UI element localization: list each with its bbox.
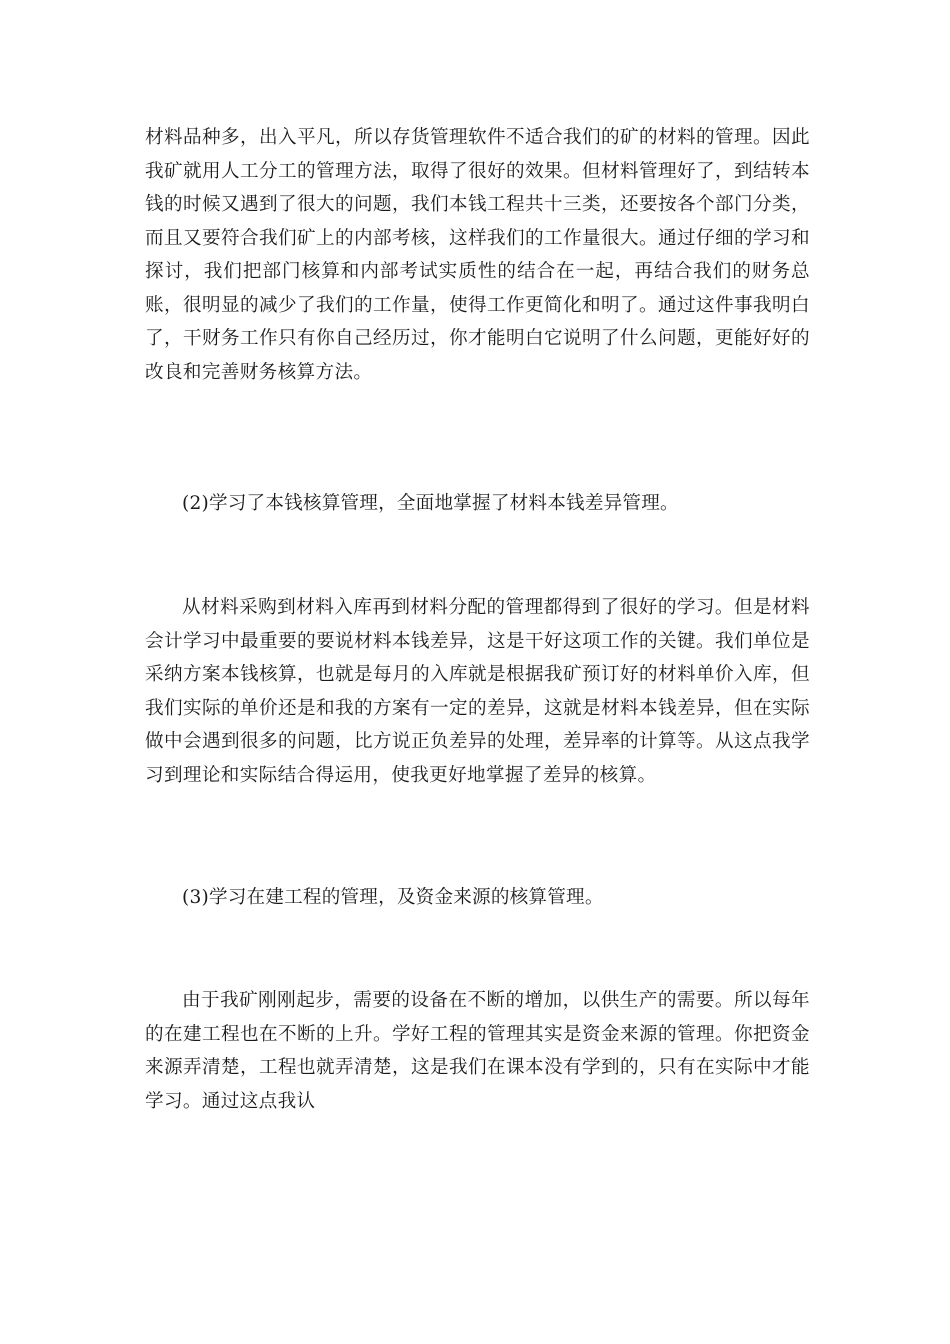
paragraph-cost-variance: 从材料采购到材料入库再到材料分配的管理都得到了很好的学习。但是材料会计学习中最重要的要说材料本钱差异，这是干好这项工作的关键。我们单位是采纳方案本钱核算，也就是每月的入库就是根据我矿预订好的材料单价入库，但我们实际的单价还是和我的方案有一定的差异，这就是材料本钱差异，但在实际做中会遇到很多的问题，比方说正负差异的处理，差异率的计算等。从这点我学习到理论和实际结合得运用，使我更好地掌握了差异的核算。 bbox=[145, 597, 810, 786]
paragraph-material-management: 材料品种多，出入平凡，所以存货管理软件不适合我们的矿的材料的管理。因此我矿就用人工分工的管理方法，取得了很好的效果。但材料管理好了，到结转本钱的时候又遇到了很大的问题，我们本钱工程共十三类，还要按各个部门分类，而且又要符合我们矿上的内部考核，这样我们的工作量很大。通过仔细的学习和探讨，我们把部门核算和内部考试实质性的结合在一起，再结合我们的财务总账，很明显的减少了我们的工作量，使得工作更简化和明了。通过这件事我明白了，干财务工作只有你自己经历过，你才能明白它说明了什么问题，更能好好的改良和完善财务核算方法。 bbox=[145, 127, 810, 383]
paragraph-construction-funding: 由于我矿刚刚起步，需要的设备在不断的增加，以供生产的需要。所以每年的在建工程也在不断的上升。学好工程的管理其实是资金来源的管理。你把资金来源弄清楚，工程也就弄清楚，这是我们在课本没有学到的，只有在实际中才能学习。通过这点我认 bbox=[145, 990, 810, 1112]
section-heading-construction-in-progress: (3)学习在建工程的管理，及资金来源的核算管理。 bbox=[182, 887, 604, 908]
section-heading-cost-accounting: (2)学习了本钱核算管理，全面地掌握了材料本钱差异管理。 bbox=[182, 493, 679, 514]
